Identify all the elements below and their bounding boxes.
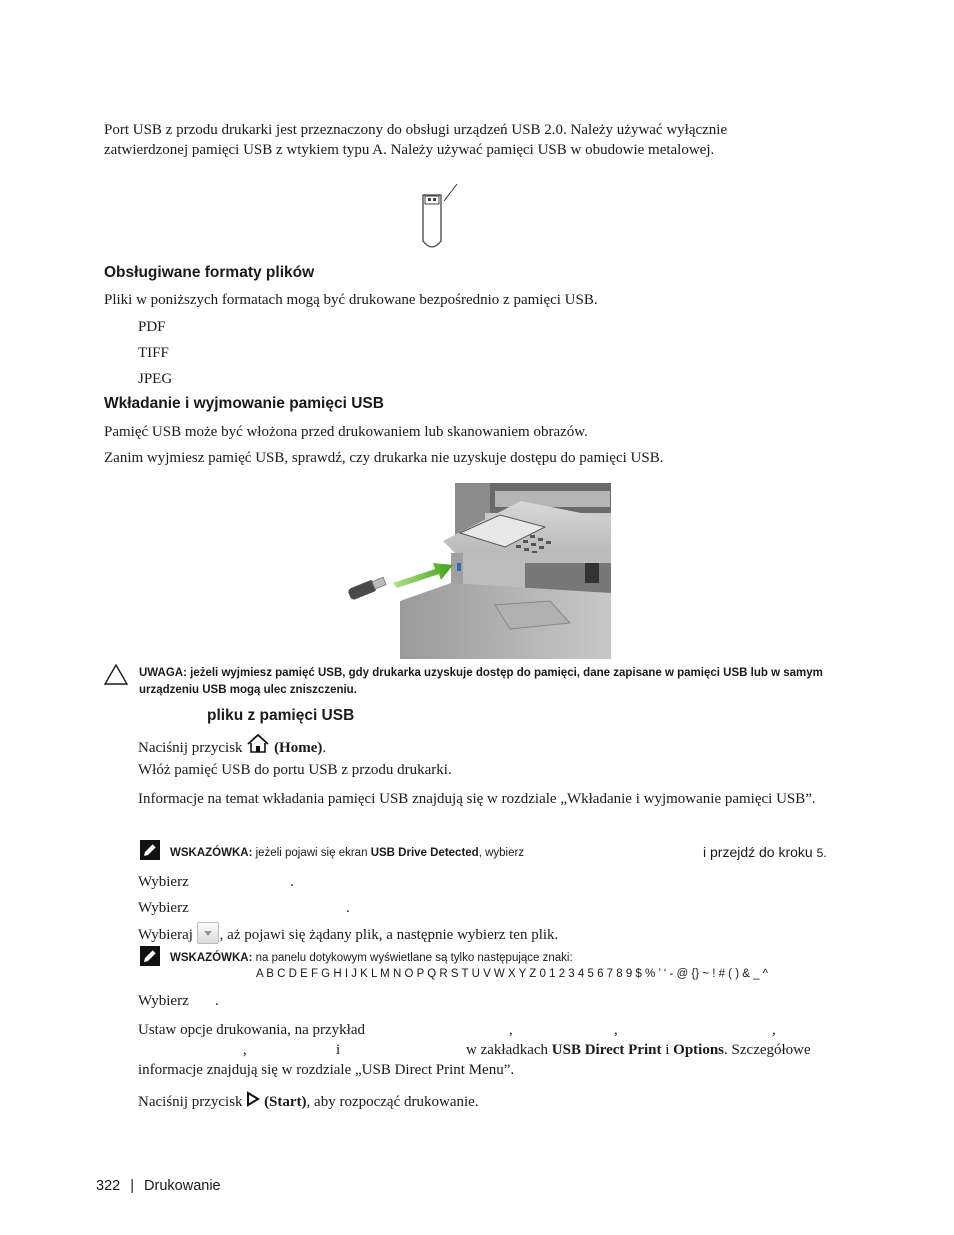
start-button-label: (Start) — [264, 1094, 307, 1110]
step-2-info: Informacje na temat wkładania pamięci USB znajdują się w rozdziale „Wkładanie i wyjmowanie pamięci USB”. — [138, 791, 816, 807]
step-3-text: Wybierz — [138, 874, 189, 890]
tab-options: Options — [673, 1042, 725, 1058]
insert-paragraph-2: Zanim wyjmiesz pamięć USB, sprawdź, czy drukarka nie uzyskuje dostępu do pamięci USB. — [104, 450, 664, 466]
step-7-tabs-end: . Szczegółowe — [724, 1042, 811, 1058]
step-7-line-1: Ustaw opcje drukowania, na przykład — [138, 1022, 366, 1038]
note-2-label: WSKAZÓWKA: — [170, 952, 253, 964]
format-item-jpeg: JPEG — [138, 371, 173, 387]
step-7-comma-4: , — [243, 1042, 247, 1058]
caution-triangle-icon — [104, 663, 128, 685]
step-1-end: . — [322, 740, 327, 756]
step-5-end: , aż pojawi się żądany plik, a następnie wybierz ten plik. — [219, 927, 559, 943]
note-usb-detected — [170, 845, 524, 862]
caution-label: UWAGA: — [139, 667, 187, 679]
step-8-text: Naciśnij przycisk — [138, 1094, 243, 1110]
home-icon — [246, 733, 270, 753]
start-icon — [246, 1091, 260, 1107]
note-2-characters: A B C D E F G H I J K L M N O P Q R S T U V W X Y Z 0 1 2 3 4 5 6 7 8 9 $ % ’ ‘ - @ {} ~ ! # ( ) & _ ^ — [256, 968, 769, 980]
step-7-tabs-text: w zakładkach — [466, 1042, 549, 1058]
pencil-note-icon — [140, 840, 160, 860]
step-7-line-3: informacje znajdują się w rozdziale „USB Direct Print Menu”. — [138, 1062, 515, 1078]
step-5-text: Wybieraj — [138, 927, 193, 943]
scroll-down-button-icon — [197, 922, 219, 944]
step-7-comma-1: , — [509, 1022, 513, 1038]
format-item-tiff: TIFF — [138, 345, 169, 361]
intro-paragraph: Port USB z przodu drukarki jest przeznaczony do obsługi urządzeń USB 2.0. Należy używać wyłącznie zatwierdzonej pamięci USB z wtykiem typu A. Należy używać pamięci USB w obudowie metalowej. — [104, 122, 728, 158]
note-1-tail — [703, 844, 827, 860]
note-1-tail-text: i przejdź do kroku — [703, 844, 813, 860]
section-heading-formats: Obsługiwane formaty plików — [104, 264, 315, 281]
step-7-and: i — [336, 1042, 341, 1058]
home-button-label: (Home) — [274, 740, 323, 756]
step-2: Włóż pamięć USB do portu USB z przodu drukarki. — [138, 762, 452, 778]
page-footer — [96, 1178, 221, 1194]
step-5 — [138, 922, 558, 945]
note-2-text: na panelu dotykowym wyświetlane są tylko następujące znaki: — [255, 952, 573, 964]
note-1-step-ref: 5. — [816, 846, 827, 860]
note-1-screen-name: USB Drive Detected — [370, 847, 479, 859]
tab-usb-direct-print: USB Direct Print — [551, 1042, 662, 1058]
step-6-text: Wybierz — [138, 993, 189, 1009]
step-7-comma-2: , — [614, 1022, 618, 1038]
step-8-end: , aby rozpocząć drukowanie. — [306, 1094, 479, 1110]
page-number: 322 — [96, 1178, 121, 1194]
note-touch-panel-characters — [170, 950, 573, 967]
note-1-text: jeżeli pojawi się ekran — [255, 847, 368, 859]
insert-paragraph-1: Pamięć USB może być włożona przed drukowaniem lub skanowaniem obrazów. — [104, 424, 588, 440]
step-1 — [138, 733, 326, 758]
section-heading-insert: Wkładanie i wyjmowanie pamięci USB — [104, 395, 384, 412]
usb-stick-illustration — [412, 181, 462, 251]
step-6-dot: . — [215, 993, 219, 1009]
section-heading-print: pliku z pamięci USB — [207, 707, 355, 724]
formats-description: Pliki w poniższych formatach mogą być drukowane bezpośrednio z pamięci USB. — [104, 292, 598, 308]
note-1-mid: , wybierz — [478, 847, 525, 859]
step-7-tabs-and: i — [665, 1042, 670, 1058]
pencil-note-icon — [140, 946, 160, 966]
printer-usb-insert-illustration — [345, 483, 611, 659]
note-1-label: WSKAZÓWKA: — [170, 847, 253, 859]
caution-text: jeżeli wyjmiesz pamięć USB, gdy drukarka uzyskuje dostęp do pamięci, dane zapisane w pamięci USB lub w samym urządzeniu USB mogą ulec zniszczeniu. — [139, 667, 823, 696]
step-7-tabs — [466, 1040, 811, 1060]
step-4-dot: . — [346, 900, 350, 916]
step-1-text: Naciśnij przycisk — [138, 740, 243, 756]
footer-separator: | — [130, 1178, 135, 1194]
step-3-dot: . — [290, 874, 294, 890]
step-7-comma-3: , — [772, 1022, 776, 1038]
step-3 — [138, 872, 189, 892]
step-4 — [138, 898, 189, 918]
step-8 — [138, 1091, 479, 1112]
footer-section-name: Drukowanie — [144, 1178, 221, 1194]
format-item-pdf: PDF — [138, 319, 166, 335]
step-6 — [138, 991, 189, 1011]
caution-note — [139, 665, 839, 699]
step-4-text: Wybierz — [138, 900, 189, 916]
